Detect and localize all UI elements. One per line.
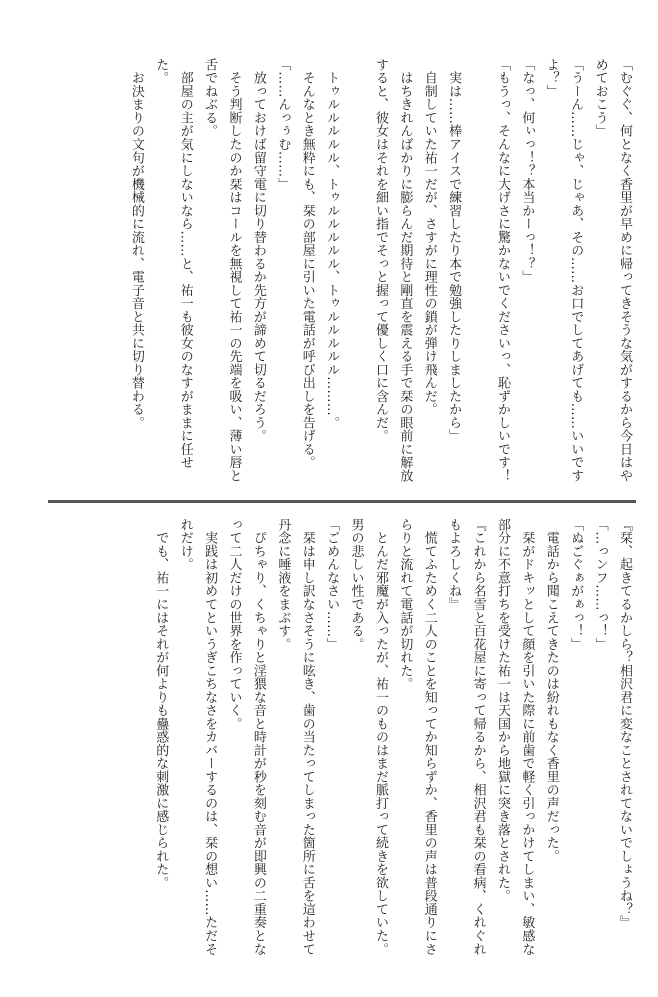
top-text-section: [20, 58, 636, 486]
paragraph: 「ぬごぐぁがぁっ！」: [568, 518, 584, 651]
paragraph: はちきれんばかりに膨らんだ期待と剛直を震える手で栞の眼前に解放すると、彼女はそれを細い指でそっと握って優しく口に含んだ。: [372, 58, 413, 483]
bottom-text-section: [20, 518, 636, 958]
paragraph: とんだ邪魔が入ったが、祐一のものはまだ脈打って続きを欲していた。男の悲しい性である。: [348, 518, 388, 956]
paragraph: 放っておけば留守電に切り替わるか先方が諦めて切るだろう。: [250, 58, 266, 443]
paragraph: 「なっ、何ぃっ！？本当かーっ！？」: [519, 58, 535, 284]
paragraph: そんなとき無粋にも、栞の部屋に引いた電話が呼び出しを告げる。: [299, 58, 315, 470]
paragraph: 栞は申し訳なさそうに呟き、歯の当たってしまった箇所に舌を這わせて丹念に唾液をまぶす。: [275, 518, 315, 956]
paragraph: 「うーん……じゃ、じゃあ、その……お口でしてあげても……いいですよ？」: [543, 58, 584, 483]
paragraph: そう判断したのか栞はコールを無視して祐一の先端を吸い、薄い唇と舌でねぶる。: [202, 58, 242, 483]
paragraph: でも、祐一にはそれが何よりも蠱惑的な刺激に感じられた。: [153, 518, 169, 890]
paragraph: 実践は初めてというぎこちなさをカバーするのは、栞の想い……ただそれだけ。: [177, 518, 218, 956]
paragraph-spacer: [343, 58, 367, 486]
paragraph: 「もうっ、そんなに大げさに驚かないでくださいっ、恥ずかしいです！: [494, 58, 510, 483]
paragraph: 部屋の主が気にしないなら……と、祐一も彼女のなすがままに任せた。: [153, 58, 193, 470]
paragraph: トゥルルルルル、トゥルルルルル、トゥルルルルル………。: [324, 58, 340, 430]
paragraph: 「ごめんなさい……」: [324, 518, 340, 651]
section-divider: [48, 500, 636, 503]
paragraph: 自制していた祐一だが、さすがに理性の鎖が弾け飛んだ。: [421, 58, 437, 417]
paragraph: 「…っンフ……っ！」: [592, 518, 608, 651]
paragraph: ぴちゃり、くちゃりと淫猥な音と時計が秒を刻む音が即興の二重奏となって二人だけの世界を作っていく。: [226, 518, 266, 956]
paragraph: 実は……棒アイスで練習したり本で勉強したりしましたから」: [446, 58, 462, 443]
paragraph: 慌てふためく二人のことを知ってか知らずか、香里の声は普段通りにさらりと流れて電話が切れた。: [397, 518, 437, 956]
paragraph: お決まりの文句が機械的に流れ、電子音と共に切り替わる。: [128, 58, 144, 430]
paragraph: 電話から聞こえてきたのは紛れもなく香里の声だった。: [543, 518, 559, 863]
paragraph: 『栞、起きてるかしら？相沢君に変なことされてないでしょうね？』: [617, 518, 632, 930]
paragraph: 栞がドキッとして顔を引いた際に前歯で軽く引っかけてしまい、敏感な部分に不意打ちを受けた祐一は天国から地獄に突き落とされた。: [494, 518, 535, 956]
paragraph: 「むぐぐ、何となく香里が早めに帰ってきそうな気がするから今日はやめておこう」: [592, 58, 632, 483]
paragraph: 「……んっぅむ……」: [275, 58, 291, 191]
paragraph: 『これから名雪と百花屋に寄って帰るから、相沢君も栞の看病、くれぐれもよろしくね』: [446, 518, 486, 956]
paragraph-spacer: [465, 58, 489, 486]
